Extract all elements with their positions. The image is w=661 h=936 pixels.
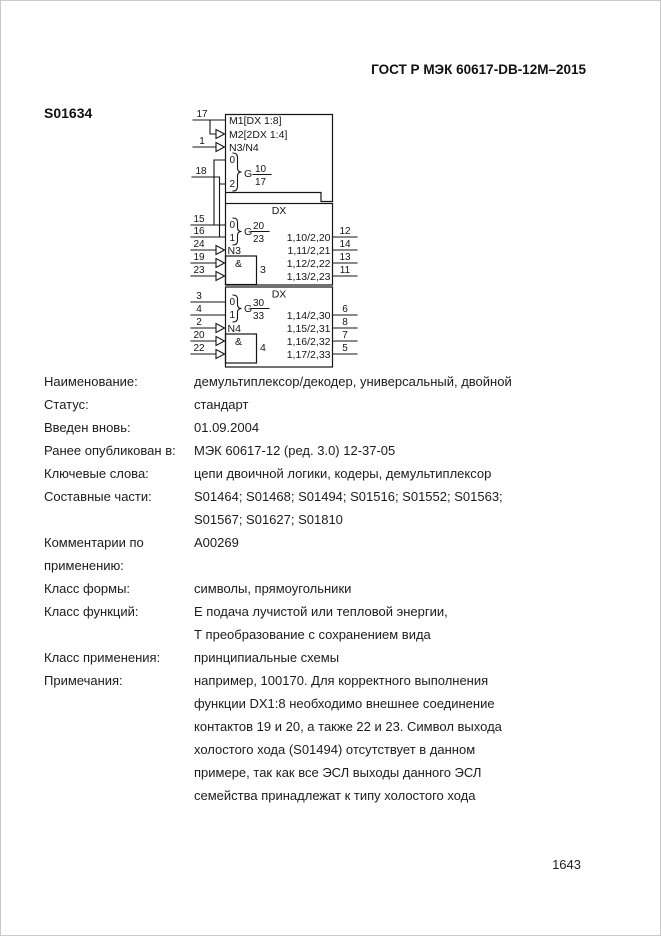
pin-label: 7 [342,330,348,341]
page-number: 1643 [552,857,581,872]
input-triangle-icons [216,130,225,359]
pin-label: 6 [342,304,348,315]
output-label: 1,17/2,33 [286,349,331,361]
field-value: стандарт [194,397,249,412]
field-value: примере, так как все ЭСЛ выходы данного ЭСЛ [194,765,482,780]
field-value: МЭК 60617-12 (ред. 3.0) 12-37-05 [194,443,396,458]
dx2-g-label: G [244,303,253,315]
triangle-icon [216,259,225,268]
dx2-section-label: 4 [260,342,266,354]
dx2-n-label: N4 [227,323,241,335]
control-block-outline [226,115,333,204]
field-row [44,600,624,646]
field-row [44,416,624,439]
pin-label: 16 [193,226,205,237]
pin-label: 5 [342,343,348,354]
pin-label: 19 [193,252,205,263]
pin-label: 2 [196,317,202,328]
dx1-g-label: G [244,226,253,238]
field-value: S01464; S01468; S01494; S01516; S01552; S01563; [194,489,503,504]
dx1-sel-bottom: 1 [229,233,236,244]
triangle-icon [216,143,225,152]
control-sel-top: 0 [229,155,236,166]
field-row [44,462,624,485]
field-label: Класс функций: [44,604,139,619]
pin-label: 18 [195,166,207,177]
field-value: демультиплексор/декодер, универсальный, двойной [194,374,512,389]
field-value: контактов 19 и 20, а также 22 и 23. Символ выхода [194,719,502,734]
dx1-section-label: 3 [260,264,266,276]
control-m1-label: M1[DX 1:8] [229,115,282,127]
field-row [44,370,624,393]
pin-label: 12 [339,226,351,237]
dx1-and-label: & [235,258,243,270]
output-label: 1,10/2,20 [286,232,331,244]
pin-label: 22 [193,343,205,354]
field-label: Наименование: [44,374,138,389]
output-label: 1,11/2,21 [287,245,331,257]
properties-table [44,370,624,807]
field-row [44,531,624,577]
control-g-num: 10 [255,164,267,175]
field-value: функции DX1:8 необходимо внешнее соединение [194,696,495,711]
dx1-sel-top: 0 [229,220,236,231]
control-g-label: G [244,168,253,180]
field-label: Статус: [44,397,89,412]
triangle-icon [216,324,225,333]
field-row [44,439,624,462]
dx2-g-den: 33 [253,311,265,322]
field-value: принципиальные схемы [194,650,340,665]
field-value: A00269 [194,535,239,550]
pin-label: 8 [342,317,348,328]
triangle-icon [216,337,225,346]
field-value: Т преобразование с сохранением вида [194,627,431,642]
field-row [44,577,624,600]
pin-label: 24 [193,239,205,250]
pin-label: 14 [339,239,351,250]
field-label: применению: [44,558,124,573]
control-n-label: N3/N4 [229,142,259,154]
dx1-title: DX [271,205,287,217]
pin-label: 13 [339,252,351,263]
symbol-id: S01634 [44,105,93,121]
output-label: 1,13/2,23 [286,271,331,283]
field-label: Введен вновь: [44,420,131,435]
field-value: холостого хода (S01494) отсутствует в данном [194,742,476,757]
dx2-title: DX [271,288,287,301]
dx1-g-den: 23 [253,234,265,245]
field-label: Составные части: [44,489,152,504]
pin-label: 15 [193,214,205,225]
standard-header: ГОСТ Р МЭК 60617-DB-12M–2015 [371,62,586,77]
pin-label: 1 [199,136,205,147]
field-value: символы, прямоугольники [194,581,352,596]
pin-label: 11 [339,265,351,276]
field-value: цепи двоичной логики, кодеры, демультиплексор [194,466,492,481]
dx2-sel-bottom: 1 [229,310,236,321]
control-m2-label: M2[2DX 1:4] [229,129,288,141]
output-label: 1,14/2,30 [286,310,331,322]
field-row [44,393,624,416]
triangle-icon [216,130,225,139]
dx2-sel-top: 0 [229,297,236,308]
triangle-icon [216,272,225,281]
dx1-g-num: 20 [253,221,265,232]
pin-label: 17 [196,109,208,120]
field-label: Класс формы: [44,581,131,596]
field-label: Ключевые слова: [44,466,149,481]
triangle-icon [216,246,225,255]
field-value: семейства принадлежат к типу холостого хода [194,788,476,803]
symbol-diagram [186,104,371,374]
control-sel-bottom: 2 [229,179,236,190]
field-row [44,646,624,669]
output-label: 1,12/2,22 [286,258,331,270]
field-row [44,485,624,531]
field-label: Комментарии по [44,535,144,550]
pin-label: 3 [196,291,202,302]
field-value: например, 100170. Для корректного выполнения [194,673,489,688]
pin-label: 4 [196,304,202,315]
field-value: Е подача лучистой или тепловой энергии, [194,604,448,619]
field-row [44,669,624,807]
field-label: Ранее опубликован в: [44,443,176,458]
dx1-n-label: N3 [227,245,241,257]
field-value: S01567; S01627; S01810 [194,512,343,527]
control-g-den: 17 [255,177,267,188]
pin-label: 23 [193,265,205,276]
dx2-and-label: & [235,336,243,348]
pin-label: 20 [193,330,205,341]
triangle-icon [216,350,225,359]
output-label: 1,16/2,32 [286,336,331,348]
dx2-g-num: 30 [253,298,265,309]
field-value: 01.09.2004 [194,420,260,435]
field-label: Класс применения: [44,650,161,665]
field-label: Примечания: [44,673,123,688]
output-label: 1,15/2,31 [286,323,331,335]
